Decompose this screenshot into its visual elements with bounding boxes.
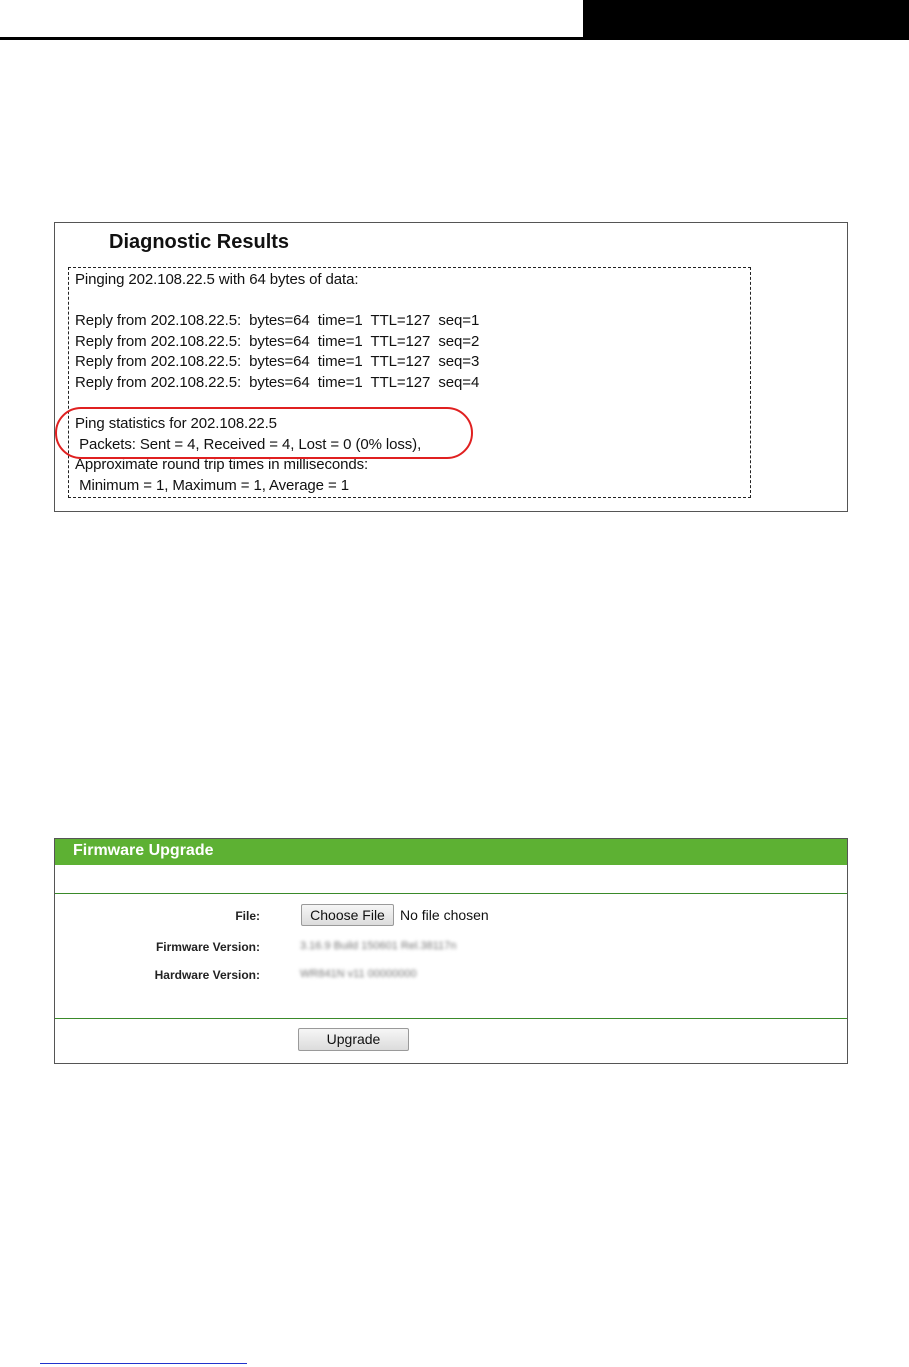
- divider: [55, 893, 847, 894]
- firmware-header-bar: [55, 839, 847, 865]
- diagnostic-results-panel: [54, 222, 848, 512]
- round-trip-header-line: Approximate round trip times in milliseconds:: [75, 456, 369, 473]
- highlight-annotation-oval: [55, 407, 473, 459]
- firmware-upgrade-panel: [54, 838, 848, 1064]
- firmware-version-value: 3.16.9 Build 150601 Rel.38117n: [300, 940, 457, 952]
- divider: [55, 1018, 847, 1019]
- round-trip-values-line: Minimum = 1, Maximum = 1, Average = 1: [75, 477, 349, 494]
- reply-line: Reply from 202.108.22.5: bytes=64 time=1 TTL=127 seq=3: [75, 353, 480, 370]
- header-block: [583, 0, 909, 38]
- ping-statistics-line: Ping statistics for 202.108.22.5: [75, 415, 277, 432]
- packets-summary-line: Packets: Sent = 4, Received = 4, Lost = 0 (0% loss),: [75, 436, 422, 453]
- reply-line: Reply from 202.108.22.5: bytes=64 time=1 TTL=127 seq=4: [75, 374, 480, 391]
- ping-header-line: Pinging 202.108.22.5 with 64 bytes of data:: [75, 271, 359, 288]
- diagnostic-title: Diagnostic Results: [109, 231, 290, 253]
- upgrade-button[interactable]: Upgrade: [298, 1028, 409, 1051]
- hardware-version-value: WR841N v11 00000000: [300, 968, 417, 980]
- diagnostic-output-box: [68, 267, 751, 498]
- firmware-title: Firmware Upgrade: [73, 842, 214, 859]
- choose-file-button[interactable]: Choose File: [301, 904, 394, 926]
- firmware-version-label: Firmware Version:: [155, 940, 260, 954]
- file-label: File:: [235, 909, 260, 923]
- header-rule: [0, 37, 909, 40]
- reply-line: Reply from 202.108.22.5: bytes=64 time=1 TTL=127 seq=2: [75, 333, 480, 350]
- hardware-version-label: Hardware Version:: [154, 968, 260, 982]
- reply-line: Reply from 202.108.22.5: bytes=64 time=1 TTL=127 seq=1: [75, 312, 480, 329]
- footer-link-underline: [40, 1363, 247, 1364]
- no-file-chosen-text: No file chosen: [400, 907, 489, 923]
